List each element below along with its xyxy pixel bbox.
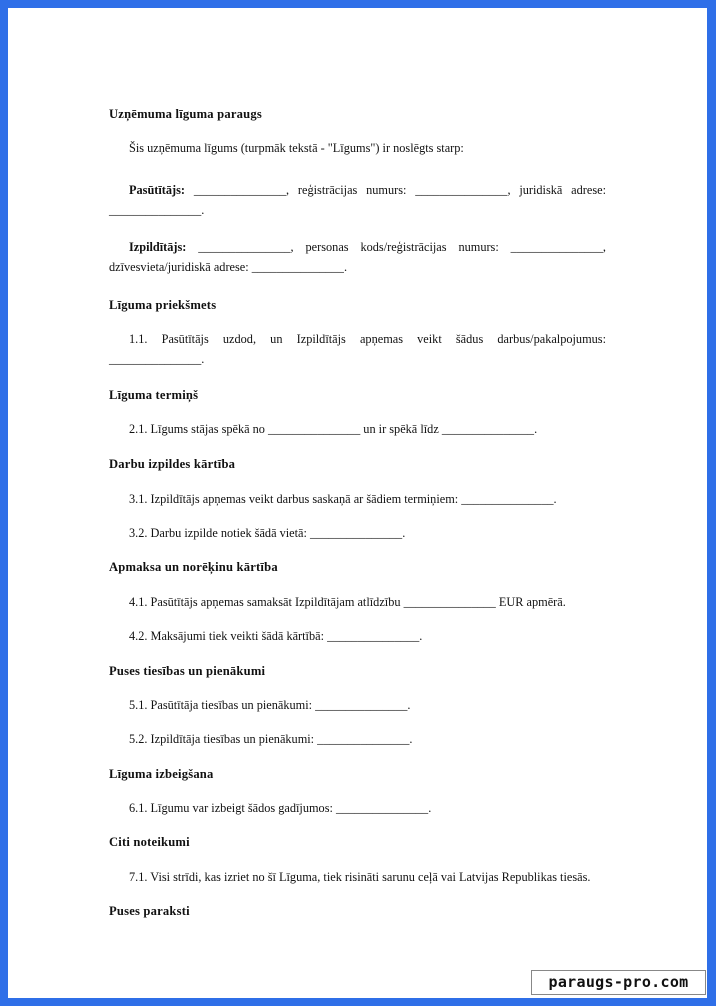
clause: 3.2. Darbu izpilde notiek šādā vietā: _______________. (129, 526, 406, 540)
document-page (8, 8, 707, 998)
clause: 6.1. Līgumu var izbeigt šādos gadījumos: _______________. (129, 801, 432, 815)
clause: 1.1. Pasūtītājs uzdod, un Izpildītājs apņemas veikt šādus darbus/pakalpojumus: _______________. (109, 332, 606, 366)
client-text: _______________, reģistrācijas numurs: _______________, juridiskā adrese: _______________. (109, 183, 606, 217)
clause: 5.2. Izpildītāja tiesības un pienākumi: _______________. (129, 732, 413, 746)
contractor-text: _______________, personas kods/reģistrācijas numurs: _______________, dzīvesvieta/juridiskā adrese: _______________. (109, 240, 606, 274)
section-heading: Apmaksa un norēķinu kārtība (109, 560, 278, 574)
clause: 2.1. Līgums stājas spēkā no _______________ un ir spēkā līdz _______________. (129, 422, 538, 436)
contractor-paragraph (109, 237, 606, 277)
section-heading: Citi noteikumi (109, 835, 190, 849)
site-watermark: paraugs-pro.com (531, 970, 706, 995)
client-label: Pasūtītājs: (129, 183, 186, 197)
clause: 3.1. Izpildītājs apņemas veikt darbus saskaņā ar šādiem termiņiem: _______________. (129, 492, 557, 506)
client-paragraph (109, 180, 606, 220)
section-heading: Līguma termiņš (109, 388, 199, 402)
section-heading: Līguma priekšmets (109, 298, 217, 312)
section-heading: Puses paraksti (109, 904, 190, 918)
clause: 4.2. Maksājumi tiek veikti šādā kārtībā: _______________. (129, 629, 423, 643)
intro-paragraph: Šis uzņēmuma līgums (turpmāk tekstā - "Līgums") ir noslēgts starp: (129, 141, 464, 155)
section-heading: Darbu izpildes kārtība (109, 457, 236, 471)
clause: 4.1. Pasūtītājs apņemas samaksāt Izpildītājam atlīdzību _______________ EUR apmērā. (129, 595, 566, 609)
contractor-label: Izpildītājs: (129, 240, 187, 254)
document-title: Uzņēmuma līguma paraugs (109, 107, 262, 121)
clause: 7.1. Visi strīdi, kas izriet no šī Līguma, tiek risināti sarunu ceļā vai Latvijas Republikas tiesās. (129, 870, 591, 884)
section-heading: Līguma izbeigšana (109, 767, 214, 781)
section-heading: Puses tiesības un pienākumi (109, 664, 266, 678)
clause: 5.1. Pasūtītāja tiesības un pienākumi: _______________. (129, 698, 411, 712)
